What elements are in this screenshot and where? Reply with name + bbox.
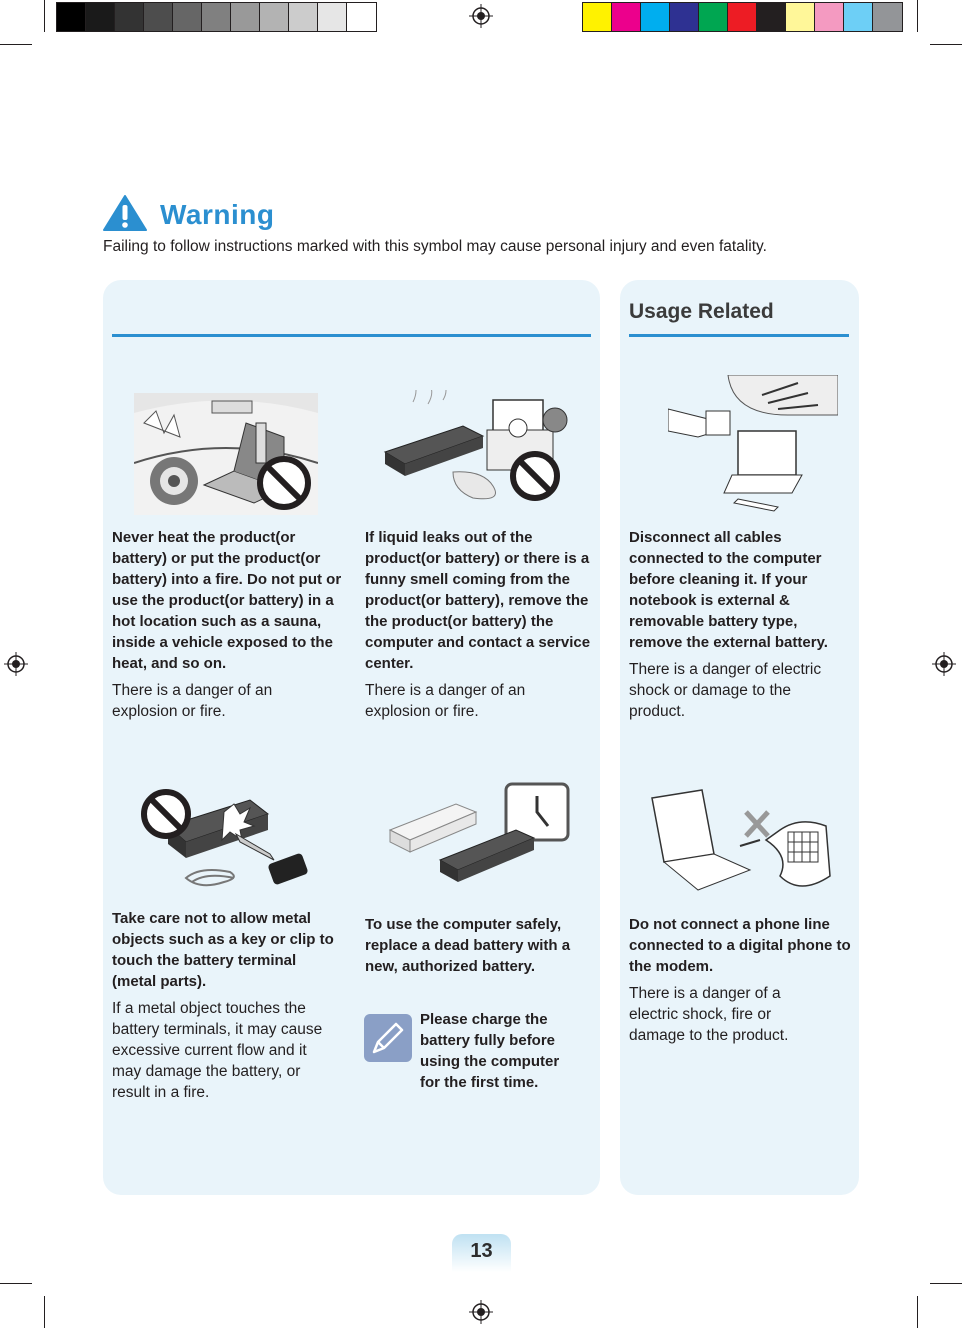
grayscale-color-bar [56,2,377,32]
registration-mark-icon [469,4,493,28]
cable-warning-item [629,527,854,722]
phone-line-illustration [650,786,832,896]
phone-warning-consequence: There is a danger of a electric shock, fire or damage to the product. [629,985,789,1044]
color-swatch [115,3,144,31]
color-swatch [670,3,699,31]
metal-warning-item [112,908,342,1103]
heat-warning-consequence: There is a danger of an explosion or fire. [112,682,273,720]
registration-mark-icon [4,652,28,676]
color-swatch [757,3,786,31]
warning-description: Failing to follow instructions marked with this symbol may cause personal injury and even fatality. [103,238,767,255]
crop-mark [44,0,45,32]
battery-leak-illustration [383,390,573,514]
process-color-bar [582,2,903,32]
crop-mark [44,1296,45,1328]
cable-warning-instruction: Disconnect all cables connected to the computer before cleaning it. If your notebook is external & removable battery type, remove the external battery. [629,529,828,651]
color-swatch [786,3,815,31]
color-swatch [815,3,844,31]
color-swatch [57,3,86,31]
metal-warning-consequence: If a metal object touches the battery terminals, it may cause excessive current flow and it may damage the battery, or result in a fire. [112,1000,323,1101]
crop-mark [930,1283,962,1284]
battery-warning-item [365,914,593,977]
color-swatch [260,3,289,31]
color-swatch [583,3,612,31]
crop-mark [0,44,32,45]
right-panel-divider [629,334,849,337]
note-text: Please charge the battery fully before using the computer for the first time. [420,1011,560,1091]
crop-mark [917,0,918,32]
color-swatch [347,3,376,31]
crop-mark [930,44,962,45]
left-panel-divider [112,334,591,337]
color-swatch [873,3,902,31]
right-panel-title: Usage Related [629,300,774,323]
heat-warning-item [112,527,344,722]
pencil-note-icon [364,1014,412,1062]
heat-warning-instruction: Never heat the product(or battery) or put the product(or battery) into a fire. Do not put or use the product(or battery) in a hot location such as a sauna, inside a vehicle exposed to the heat, and so on. [112,529,342,672]
page-title: Warning [160,199,275,230]
page-number: 13 [470,1240,493,1262]
color-swatch [641,3,670,31]
crop-mark [0,1283,32,1284]
crop-mark [917,1296,918,1328]
phone-warning-instruction: Do not connect a phone line connected to a digital phone to the modem. [629,916,851,975]
unplug-illustration [668,375,838,515]
color-swatch [318,3,347,31]
battery-replace-illustration [386,782,570,892]
leak-warning-consequence: There is a danger of an explosion or fire. [365,682,526,720]
color-swatch [612,3,641,31]
color-swatch [289,3,318,31]
warning-triangle-icon [102,194,148,232]
color-swatch [728,3,757,31]
color-swatch [844,3,873,31]
leak-warning-item [365,527,591,722]
color-swatch [144,3,173,31]
cable-warning-consequence: There is a danger of electric shock or damage to the product. [629,661,822,720]
metal-contact-illustration [140,786,312,896]
phone-warning-item [629,914,855,1046]
registration-mark-icon [932,652,956,676]
color-swatch [173,3,202,31]
color-swatch [202,3,231,31]
battery-warning-instruction: To use the computer safely, replace a dead battery with a new, authorized battery. [365,916,571,975]
color-swatch [231,3,260,31]
leak-warning-instruction: If liquid leaks out of the product(or battery) or there is a funny smell coming from the product(or battery), remove the the product(or battery) the computer and contact a service center. [365,529,591,672]
color-swatch [699,3,728,31]
metal-warning-instruction: Take care not to allow metal objects such as a key or clip to touch the battery terminal (metal parts). [112,910,334,990]
no-heat-illustration [134,393,318,515]
registration-mark-icon [469,1300,493,1324]
color-swatch [86,3,115,31]
